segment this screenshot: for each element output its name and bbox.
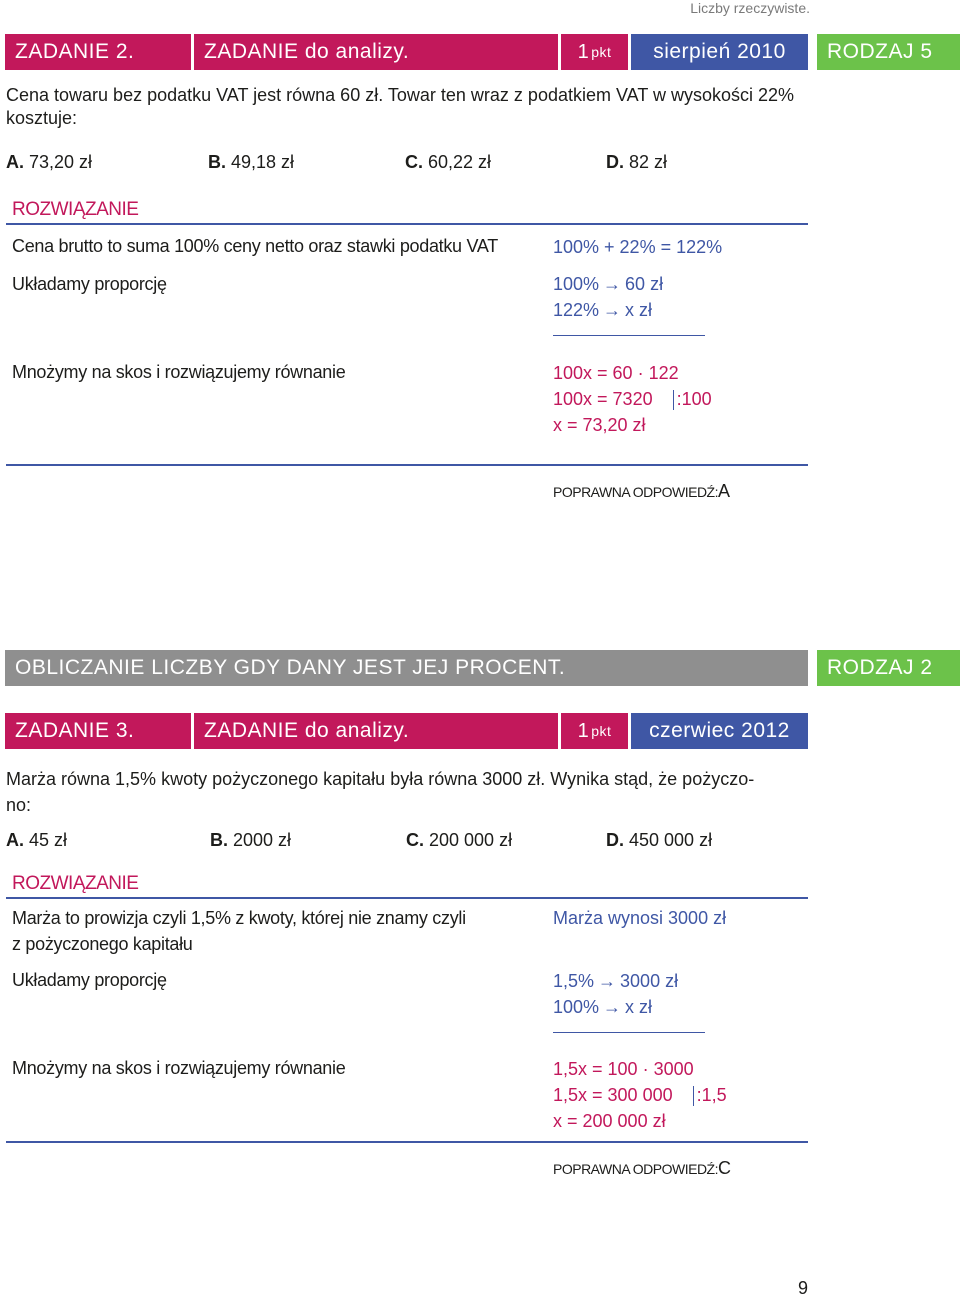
proportion-left: 100% (553, 997, 600, 1017)
option-letter: A. (6, 830, 24, 850)
task2-answer (553, 481, 730, 502)
option-text: 49,18 zł (226, 152, 295, 172)
option-letter: D. (606, 152, 624, 172)
option-text: 200 000 zł (424, 830, 513, 850)
task3-points-number: 1 (577, 719, 590, 742)
task2-kind: RODZAJ 5 (817, 34, 960, 70)
task2-number-label: ZADANIE 2. (5, 34, 191, 70)
option-text: 82 zł (624, 152, 668, 172)
task3-points-unit: pkt (591, 723, 612, 739)
section-title: Liczby rzeczywiste. (690, 0, 810, 16)
option-letter: A. (6, 152, 24, 172)
task3-equation-2 (553, 1082, 727, 1108)
right-arrow-icon: → (598, 971, 617, 991)
proportion-left: 122% (553, 300, 600, 320)
task3-step3-text: Mnożymy na skos i rozwiązujemy równanie (12, 1058, 346, 1078)
task3-step1-text (12, 905, 466, 957)
equation-text: 100x = 7320 (553, 389, 653, 409)
task2-points-number: 1 (577, 40, 590, 63)
task2-option-c (405, 152, 491, 173)
task3-date: czerwiec 2012 (631, 713, 808, 749)
step-line: Marża to prowizja czyli 1,5% z kwoty, której nie znamy czyli (12, 908, 466, 928)
equation-text: 1,5x = 300 000 (553, 1085, 673, 1105)
right-arrow-icon: → (603, 300, 622, 320)
task3-points (561, 713, 628, 749)
task2-end-rule (6, 464, 808, 466)
option-letter: C. (405, 152, 423, 172)
task2-type-label: ZADANIE do analizy. (194, 34, 558, 70)
task3-answer (553, 1158, 731, 1179)
step-line: z pożyczonego kapitału (12, 934, 193, 954)
option-text: 45 zł (24, 830, 68, 850)
proportion-left: 1,5% (553, 971, 595, 991)
task3-solution-rule (6, 897, 808, 899)
task3-end-rule (6, 1141, 808, 1143)
task2-step1-math: 100% + 22% = 122% (553, 237, 723, 257)
equation-divisor: :100 (676, 389, 712, 409)
right-arrow-icon: → (603, 274, 622, 294)
option-letter: C. (406, 830, 424, 850)
question-line: Marża równa 1,5% kwoty pożyczonego kapitału była równa 3000 zł. Wynika stąd, że pożyczo- (6, 769, 755, 789)
task2-date: sierpień 2010 (631, 34, 808, 70)
task3-option-c (406, 830, 512, 851)
task3-question (6, 766, 816, 818)
task2-option-b (208, 152, 294, 173)
task2-equation-1: 100x = 60 · 122 (553, 363, 679, 383)
option-text: 60,22 zł (423, 152, 492, 172)
task2-step2-text: Układamy proporcję (12, 274, 167, 294)
task3-step2-text: Układamy proporcję (12, 970, 167, 990)
divider-line (673, 390, 674, 410)
task2-equation-3: x = 73,20 zł (553, 415, 646, 435)
task3-step1-math: Marża wynosi 3000 zł (553, 908, 727, 928)
task2-step3-text: Mnożymy na skos i rozwiązujemy równanie (12, 362, 346, 382)
section-title-bar: OBLICZANIE LICZBY GDY DANY JEST JEJ PROCENT. (5, 650, 808, 686)
task2-solution-heading: ROZWIĄZANIE (12, 199, 139, 220)
option-text: 73,20 zł (24, 152, 93, 172)
section-kind: RODZAJ 2 (817, 650, 960, 686)
task3-type-label: ZADANIE do analizy. (194, 713, 558, 749)
task3-proportion-line2 (553, 994, 652, 1020)
question-line: no: (6, 795, 32, 815)
task3-option-a (6, 830, 67, 851)
proportion-left: 100% (553, 274, 600, 294)
task2-option-a (6, 152, 92, 173)
proportion-right: x zł (625, 300, 653, 320)
answer-letter: C (718, 1158, 731, 1178)
divider-line (693, 1086, 694, 1106)
option-text: 450 000 zł (624, 830, 713, 850)
task2-proportion-rule (553, 335, 705, 336)
answer-label: POPRAWNA ODPOWIEDŹ: (553, 1161, 718, 1177)
task3-option-b (210, 830, 291, 851)
task3-option-d (606, 830, 712, 851)
task2-solution-rule (6, 223, 808, 225)
task2-option-d (606, 152, 667, 173)
task2-points (561, 34, 628, 70)
task3-number-label: ZADANIE 3. (5, 713, 191, 749)
equation-divisor: :1,5 (696, 1085, 727, 1105)
task3-equation-3: x = 200 000 zł (553, 1111, 666, 1131)
task3-equation-1: 1,5x = 100 · 3000 (553, 1059, 694, 1079)
task3-solution-heading: ROZWIĄZANIE (12, 873, 139, 894)
proportion-right: 60 zł (625, 274, 664, 294)
answer-label: POPRAWNA ODPOWIEDŹ: (553, 484, 718, 500)
task3-proportion-rule (553, 1032, 705, 1033)
task2-equation-2 (553, 386, 712, 412)
task2-question: Cena towaru bez podatku VAT jest równa 60 zł. Towar ten wraz z podatkiem VAT w wysokości 22% kosztuje: (6, 85, 795, 128)
proportion-right: 3000 zł (620, 971, 679, 991)
task2-step1-text: Cena brutto to suma 100% ceny netto oraz stawki podatku VAT (12, 236, 498, 256)
option-text: 2000 zł (228, 830, 292, 850)
right-arrow-icon: → (603, 997, 622, 1017)
task3-proportion-line1 (553, 968, 678, 994)
task2-points-unit: pkt (591, 44, 612, 60)
page-number: 9 (798, 1278, 809, 1298)
task2-proportion-line2 (553, 297, 652, 323)
answer-letter: A (718, 481, 730, 501)
option-letter: B. (210, 830, 228, 850)
option-letter: B. (208, 152, 226, 172)
proportion-right: x zł (625, 997, 653, 1017)
option-letter: D. (606, 830, 624, 850)
task2-proportion-line1 (553, 271, 663, 297)
